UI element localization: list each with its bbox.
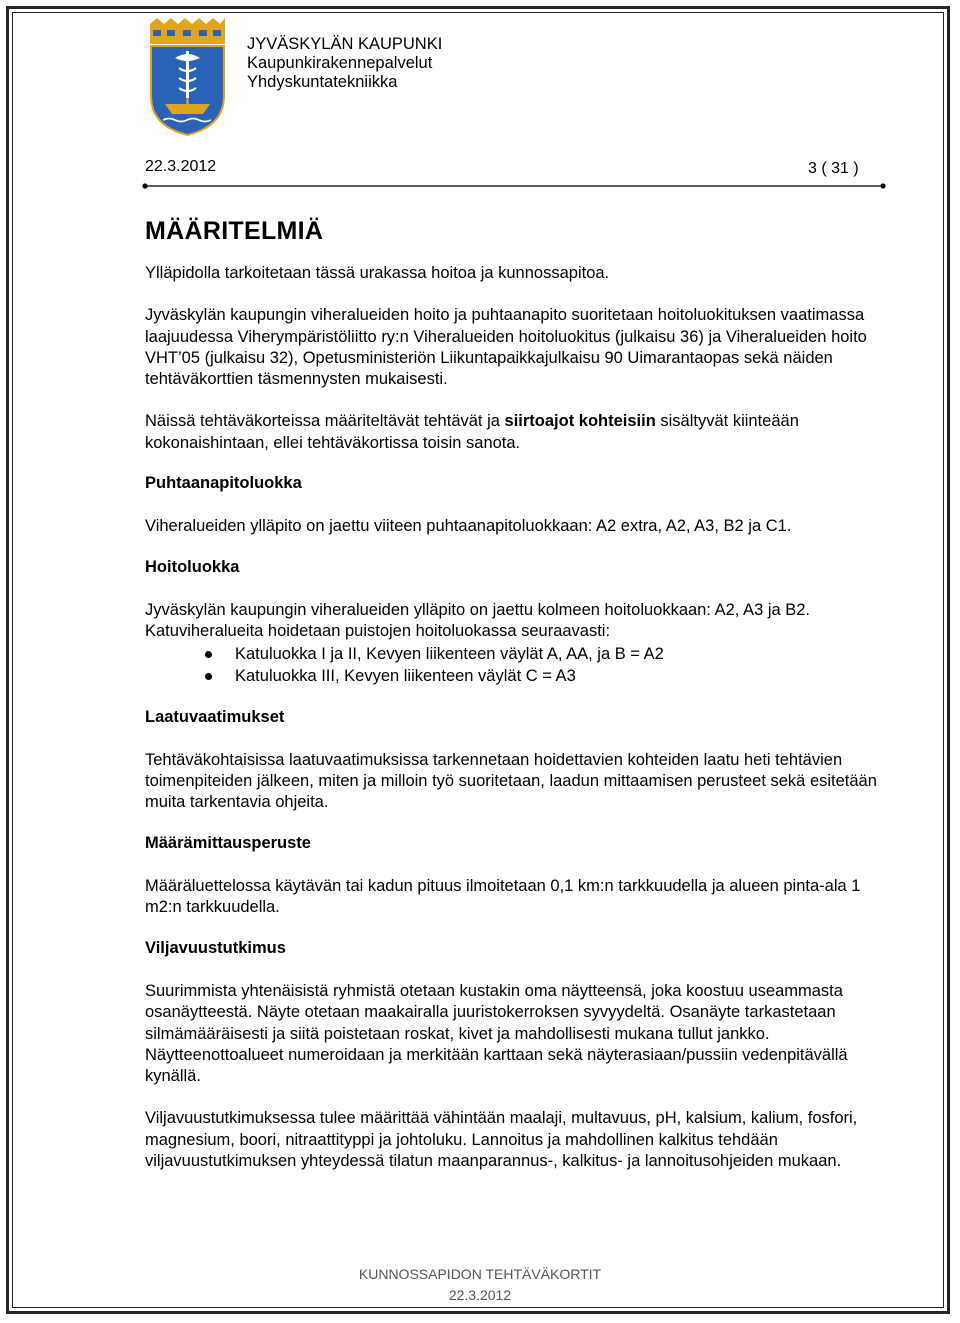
paragraph-soil-analysis: Viljavuustutkimuksessa tulee määrittää vähintään maalaji, multavuus, pH, kalsium, kalium, fosfori, magnesium, boori, nitraattityppi ja johtoluku. Lannoitus ja mahdollinen kalkitus tehdään viljavuustutkimuksen yhteydessä tilatun maanparannus-, kalkitus- ja lannoitusohjeiden mukaan. [145, 1109, 858, 1171]
city-coat-of-arms-logo [145, 18, 230, 136]
heading-quality-requirements: Laatuvaatimukset [145, 707, 285, 726]
footer-title: KUNNOSSAPIDON TEHTÄVÄKORTIT [358, 1266, 602, 1282]
list-item: Katuluokka III, Kevyen liikenteen väylät C = A3 [145, 665, 890, 687]
street-class-list [145, 643, 890, 687]
heading-maintenance-class: Hoitoluokka [145, 557, 240, 576]
header-divider [142, 183, 886, 189]
paragraph-task-cards [145, 411, 890, 454]
page-number: 3 ( 31 ) [808, 160, 859, 177]
organization-header [247, 35, 442, 92]
paragraph-quality-requirements: Tehtäväkohtaisissa laatuvaatimuksissa tarkennetaan hoidettavien kohteiden laatu heti tehtävien toimenpiteiden jälkeen, miten ja milloin työ suoritetaan, laadun mittaamisen perusteet sekä esitetään muita tarkentavia ohjeita. [145, 750, 877, 812]
paragraph-cleaning-class: Viheralueiden ylläpito on jaettu viiteen puhtaanapitoluokkaan: A2 extra, A2, A3, B2 ja C1. [145, 517, 792, 536]
heading-measurement-basis: Määrämittausperuste [145, 833, 311, 852]
heading-cleaning-class: Puhtaanapitoluokka [145, 474, 302, 493]
heading-soil-test: Viljavuustutkimus [145, 938, 286, 957]
org-name: JYVÄSKYLÄN KAUPUNKI [247, 35, 443, 53]
page-title: MÄÄRITELMIÄ [145, 217, 324, 245]
paragraph-maintenance-definition: Ylläpidolla tarkoitetaan tässä urakassa hoitoa ja kunnossapitoa. [145, 264, 610, 282]
list-item: Katuluokka I ja II, Kevyen liikenteen väylät A, AA, ja B = A2 [145, 643, 890, 665]
org-unit: Yhdyskuntatekniikka [247, 73, 398, 91]
paragraph-classification: Jyväskylän kaupungin viheralueiden hoito ja puhtaanapito suoritetaan hoitoluokituksen vaatimassa laajuudessa Viherympäristöliitto ry:n Viheralueiden hoitoluokitus (julkaisu 36) ja Viheralueiden hoito VHT’05 (julkaisu 32), Opetusministeriön Liikuntapaikkajulkaisu 90 Uimarantaopas sekä näiden tehtäväkorttien täsmennysten mukaisesti. [145, 306, 867, 389]
paragraph-measurement-basis: Määräluettelossa käytävän tai kadun pituus ilmoitetaan 0,1 km:n tarkkuudella ja alueen pinta-ala 1 m2:n tarkkuudella. [145, 877, 861, 917]
paragraph-text: sisältyvät kiinteään kokonaishintaan, ellei tehtäväkortissa toisin sanota. [145, 412, 799, 452]
footer-date: 22.3.2012 [448, 1287, 512, 1303]
org-department: Kaupunkirakennepalvelut [247, 54, 433, 72]
paragraph-maintenance-class: Jyväskylän kaupungin viheralueiden ylläpito on jaettu kolmeen hoitoluokkaan: A2, A3 ja B2. Katuviheralueita hoidetaan puistojen hoitoluokassa seuraavasti: [145, 600, 811, 641]
paragraph-soil-sampling: Suurimmista yhtenäisistä ryhmistä otetaan kustakin oma näytteensä, joka koostuu useammasta osanäytteestä. Näyte otetaan maakairalla juuristokerroksen syvyydeltä. Osanäyte tarkastetaan silmämääräisesti ja siitä poistetaan roskat, kivet ja mahdollisesti mukana tullut jankko. Näytteenottoalueet numeroidaan ja merkitään karttaan sekä näyterasiaan/pussiin vedenpitävällä kynällä. [145, 981, 848, 1086]
document-body [145, 263, 890, 1172]
paragraph-text: Näissä tehtäväkorteissa määriteltävät tehtävät ja [145, 412, 505, 431]
header-date: 22.3.2012 [145, 158, 217, 175]
bold-emphasis: siirtoajot kohteisiin [504, 412, 656, 431]
